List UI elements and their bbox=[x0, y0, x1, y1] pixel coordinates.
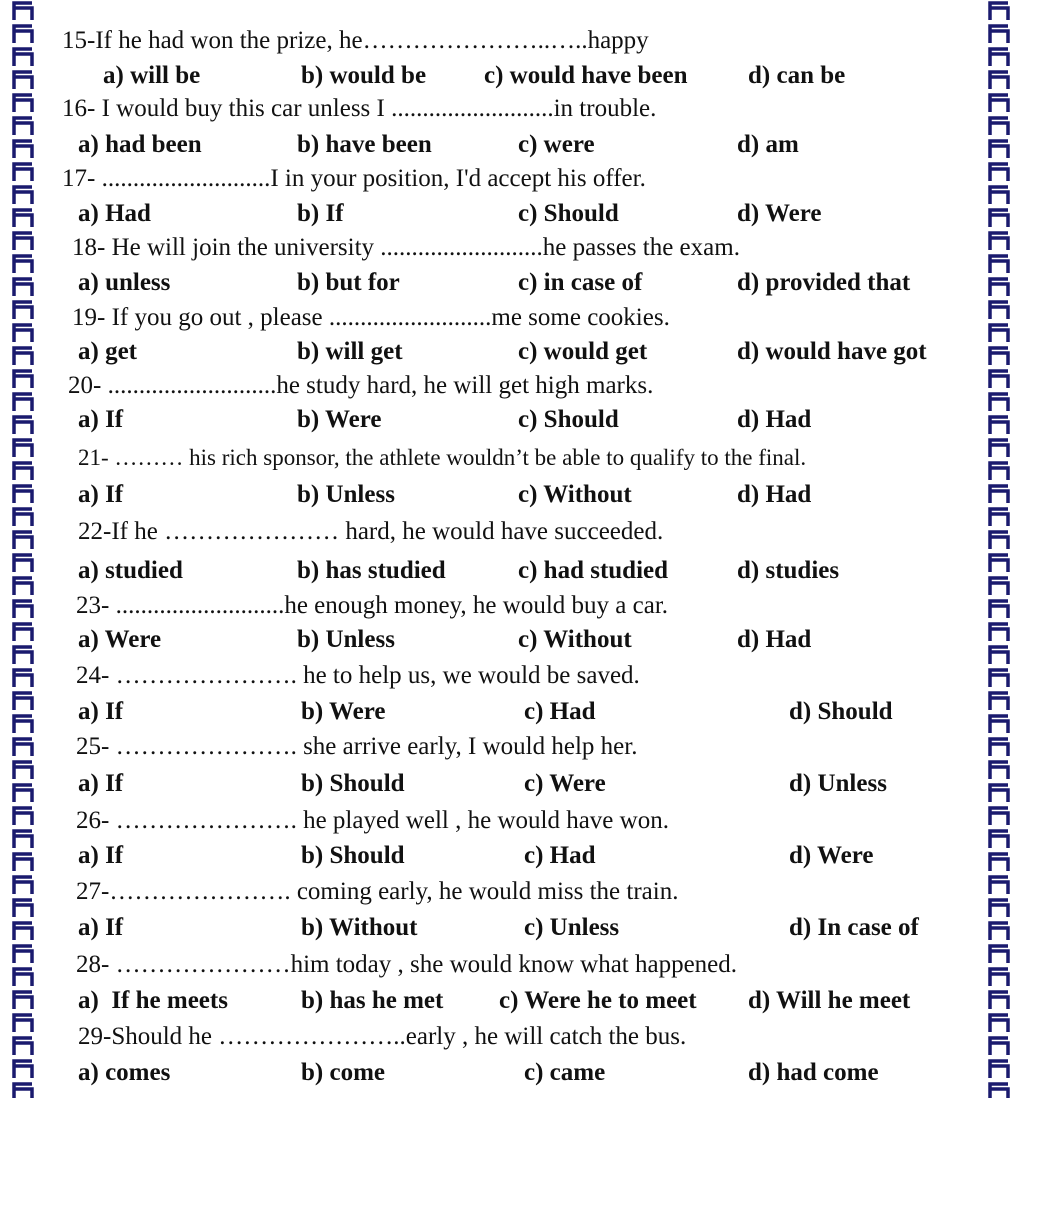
option-d[interactable]: d) Should bbox=[789, 698, 893, 725]
question-stem: 26- …………………. he played well , he would have won. bbox=[76, 807, 669, 834]
option-d[interactable]: d) Had bbox=[737, 406, 812, 433]
option-b[interactable]: b) If bbox=[297, 200, 344, 227]
option-c[interactable]: c) Were bbox=[524, 770, 606, 797]
option-c[interactable]: c) had studied bbox=[518, 557, 669, 584]
option-b[interactable]: b) Without bbox=[301, 914, 418, 941]
option-c[interactable]: c) came bbox=[524, 1059, 606, 1086]
border-bracket bbox=[990, 3, 1008, 20]
options-20 bbox=[0, 403, 1056, 437]
option-b[interactable]: b) Should bbox=[301, 842, 405, 869]
question-28 bbox=[0, 948, 1056, 982]
option-d[interactable]: d) would have got bbox=[737, 338, 927, 365]
options-19 bbox=[0, 335, 1056, 369]
question-20 bbox=[0, 369, 1056, 403]
option-a[interactable]: a) If bbox=[78, 770, 124, 797]
option-d[interactable]: d) Will he meet bbox=[748, 987, 911, 1014]
option-a[interactable]: a) had been bbox=[78, 131, 202, 158]
option-c[interactable]: c) in case of bbox=[518, 269, 643, 296]
options-27 bbox=[0, 911, 1056, 945]
question-stem: 29-Should he …………………..early , he will catch the bus. bbox=[78, 1023, 687, 1050]
options-29 bbox=[0, 1056, 1056, 1090]
question-stem: 18- He will join the university ..........................he passes the exam. bbox=[72, 234, 740, 261]
options-28 bbox=[0, 984, 1056, 1018]
question-stem: 17- ...........................I in your position, I'd accept his offer. bbox=[62, 165, 646, 192]
option-b[interactable]: b) Were bbox=[301, 698, 386, 725]
question-stem: 19- If you go out , please ..........................me some cookies. bbox=[72, 304, 670, 331]
options-15 bbox=[0, 59, 1056, 93]
option-a[interactable]: a) If bbox=[78, 481, 124, 508]
option-d[interactable]: d) had come bbox=[748, 1059, 879, 1086]
options-16 bbox=[0, 128, 1056, 162]
question-stem: 20- ...........................he study hard, he will get high marks. bbox=[68, 372, 654, 399]
question-26 bbox=[0, 804, 1056, 838]
options-23 bbox=[0, 623, 1056, 657]
question-24 bbox=[0, 659, 1056, 693]
option-d[interactable]: d) am bbox=[737, 131, 799, 158]
option-b[interactable]: b) has he met bbox=[301, 987, 444, 1014]
option-a[interactable]: a) If bbox=[78, 406, 124, 433]
question-27 bbox=[0, 875, 1056, 909]
question-stem: 25- …………………. she arrive early, I would help her. bbox=[76, 733, 638, 760]
option-d[interactable]: d) can be bbox=[748, 62, 846, 89]
option-c[interactable]: c) Should bbox=[518, 200, 619, 227]
options-24 bbox=[0, 695, 1056, 729]
options-18 bbox=[0, 266, 1056, 300]
option-c[interactable]: c) Unless bbox=[524, 914, 620, 941]
option-c[interactable]: c) were bbox=[518, 131, 595, 158]
question-19 bbox=[0, 301, 1056, 335]
option-d[interactable]: d) Were bbox=[789, 842, 874, 869]
option-a[interactable]: a) Were bbox=[78, 626, 162, 653]
option-c[interactable]: c) Had bbox=[524, 698, 596, 725]
question-23 bbox=[0, 589, 1056, 623]
option-d[interactable]: d) Were bbox=[737, 200, 822, 227]
option-b[interactable]: b) Unless bbox=[297, 481, 395, 508]
question-stem: 28- …………………him today , she would know what happened. bbox=[76, 951, 738, 978]
option-d[interactable]: d) Had bbox=[737, 481, 812, 508]
border-bracket bbox=[14, 3, 32, 20]
option-a[interactable]: a) comes bbox=[78, 1059, 171, 1086]
option-c[interactable]: c) Without bbox=[518, 626, 632, 653]
question-29 bbox=[0, 1020, 1056, 1054]
option-c[interactable]: c) Should bbox=[518, 406, 619, 433]
options-26 bbox=[0, 839, 1056, 873]
question-16 bbox=[0, 92, 1056, 126]
option-a[interactable]: a) Had bbox=[78, 200, 151, 227]
question-stem: 22-If he ………………… hard, he would have succeeded. bbox=[78, 518, 664, 545]
options-21 bbox=[0, 478, 1056, 512]
option-c[interactable]: c) Without bbox=[518, 481, 632, 508]
option-b[interactable]: b) Unless bbox=[297, 626, 395, 653]
option-c[interactable]: c) would have been bbox=[484, 62, 688, 89]
option-b[interactable]: b) Should bbox=[301, 770, 405, 797]
question-21 bbox=[0, 441, 1056, 475]
option-a[interactable]: a) If he meets bbox=[78, 987, 228, 1014]
option-a[interactable]: a) If bbox=[78, 698, 124, 725]
question-stem: 23- ...........................he enough money, he would buy a car. bbox=[76, 592, 669, 619]
question-stem: 27-…………………. coming early, he would miss the train. bbox=[76, 878, 679, 905]
question-stem: 21- ……… his rich sponsor, the athlete wouldn’t be able to qualify to the final. bbox=[78, 445, 807, 470]
option-a[interactable]: a) If bbox=[78, 914, 124, 941]
option-c[interactable]: c) Had bbox=[524, 842, 596, 869]
question-25 bbox=[0, 730, 1056, 764]
option-c[interactable]: c) Were he to meet bbox=[499, 987, 697, 1014]
option-d[interactable]: d) In case of bbox=[789, 914, 919, 941]
question-17 bbox=[0, 162, 1056, 196]
options-17 bbox=[0, 197, 1056, 231]
option-a[interactable]: a) will be bbox=[103, 62, 201, 89]
option-b[interactable]: b) come bbox=[301, 1059, 385, 1086]
option-b[interactable]: b) will get bbox=[297, 338, 403, 365]
option-d[interactable]: d) provided that bbox=[737, 269, 911, 296]
option-a[interactable]: a) studied bbox=[78, 557, 183, 584]
question-15 bbox=[0, 24, 1056, 58]
options-22 bbox=[0, 554, 1056, 588]
question-stem: 16- I would buy this car unless I ..........................in trouble. bbox=[62, 95, 657, 122]
option-b[interactable]: b) would be bbox=[301, 62, 427, 89]
option-d[interactable]: d) Had bbox=[737, 626, 812, 653]
question-stem: 24- …………………. he to help us, we would be saved. bbox=[76, 662, 640, 689]
question-stem: 15-If he had won the prize, he…………………..…..happy bbox=[62, 27, 649, 54]
option-b[interactable]: b) Were bbox=[297, 406, 382, 433]
option-c[interactable]: c) would get bbox=[518, 338, 648, 365]
option-b[interactable]: b) has studied bbox=[297, 557, 446, 584]
question-22 bbox=[0, 515, 1056, 549]
option-d[interactable]: d) Unless bbox=[789, 770, 887, 797]
option-b[interactable]: b) have been bbox=[297, 131, 432, 158]
option-d[interactable]: d) studies bbox=[737, 557, 840, 584]
option-a[interactable]: a) get bbox=[78, 338, 137, 365]
options-25 bbox=[0, 767, 1056, 801]
option-a[interactable]: a) unless bbox=[78, 269, 171, 296]
option-a[interactable]: a) If bbox=[78, 842, 124, 869]
option-b[interactable]: b) but for bbox=[297, 269, 400, 296]
question-18 bbox=[0, 231, 1056, 265]
